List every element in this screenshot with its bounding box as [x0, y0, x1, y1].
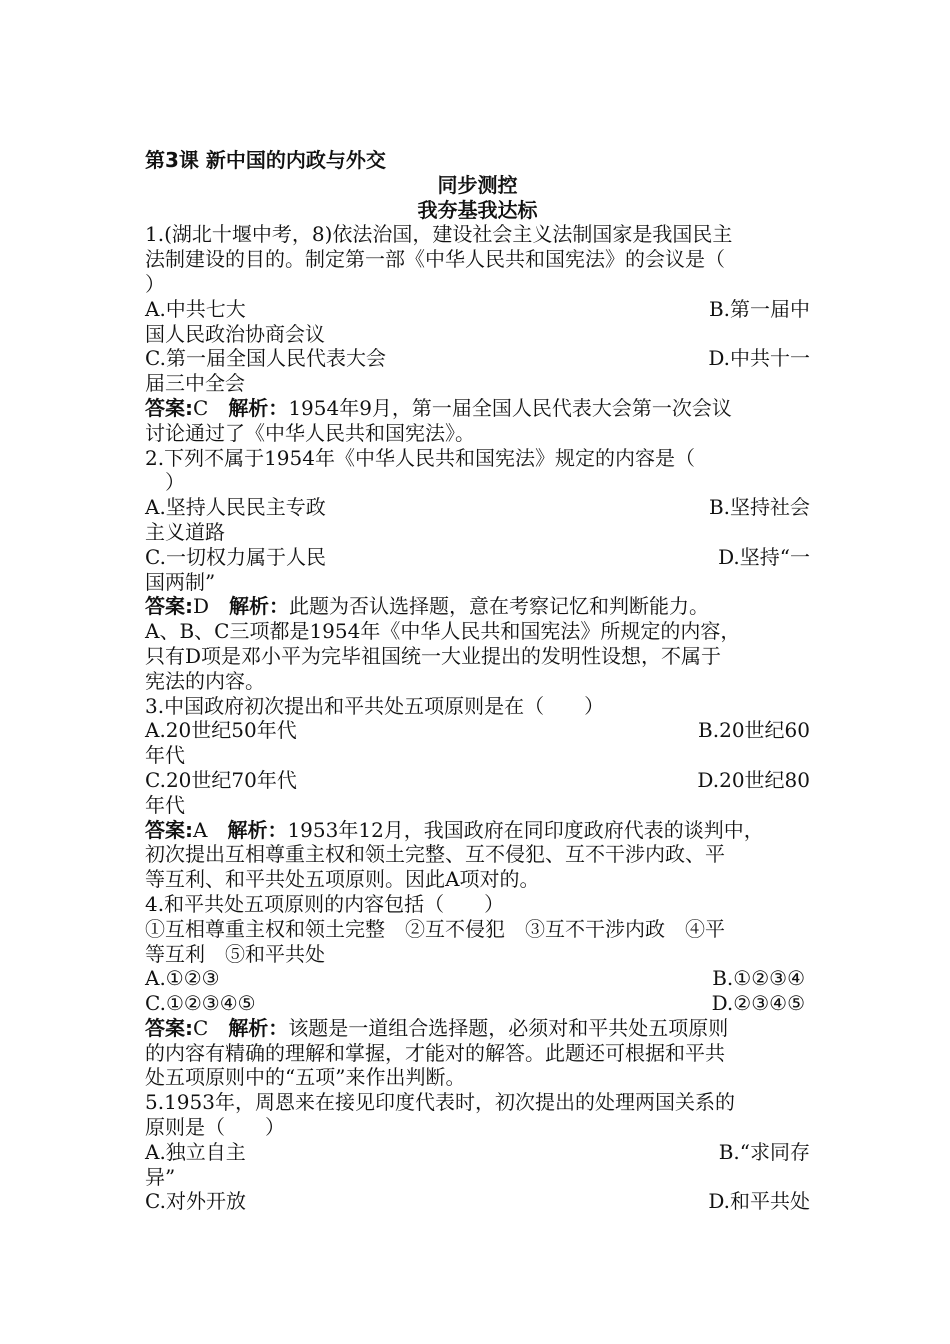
option-a: A.20世纪50年代	[145, 718, 297, 743]
option-d: D.20世纪80	[697, 767, 810, 792]
analysis-text: 初次提出互相尊重主权和领土完整、互不侵犯、互不干涉内政、平	[145, 842, 725, 867]
question-text: 2.下列不属于1954年《中华人民共和国宪法》规定的内容是（	[145, 445, 695, 470]
analysis-label: 解析：	[227, 817, 288, 842]
option-row	[145, 966, 810, 991]
option-a: A.坚持人民民主专政	[145, 495, 326, 520]
option-row	[145, 495, 810, 520]
answer-label: 答案:	[145, 395, 193, 420]
analysis-text: 的内容有精确的理解和掌握，才能对的解答。此题还可根据和平共	[145, 1040, 725, 1065]
answer-line	[145, 818, 810, 843]
answer-value: A	[193, 817, 228, 842]
option-row	[145, 1140, 810, 1165]
question-text: 4.和平共处五项原则的内容包括（ ）	[145, 891, 505, 916]
option-text: 年代	[145, 743, 185, 768]
option-c: C.对外开放	[145, 1189, 246, 1214]
option-row	[145, 718, 810, 743]
option-c: C.①②③④⑤	[145, 991, 256, 1016]
answer-value: C	[193, 395, 229, 420]
analysis-text: A、B、C三项都是1954年《中华人民共和国宪法》所规定的内容，	[145, 619, 741, 644]
option-a: A.独立自主	[145, 1139, 246, 1164]
option-text: 主义道路	[145, 519, 225, 544]
answer-label: 答案:	[145, 817, 193, 842]
option-row	[145, 768, 810, 793]
analysis-text: 该题是一道组合选择题，必须对和平共处五项原则	[288, 1015, 729, 1040]
option-c: C.20世纪70年代	[145, 767, 297, 792]
answer-line	[145, 1016, 810, 1041]
option-d: D.②③④⑤	[711, 991, 805, 1016]
question-text: ①互相尊重主权和领土完整 ②互不侵犯 ③互不干涉内政 ④平	[145, 916, 725, 941]
option-row	[145, 297, 810, 322]
option-b: B.20世纪60	[698, 718, 810, 743]
option-d: D.和平共处	[708, 1189, 810, 1214]
question-text: 3.中国政府初次提出和平共处五项原则是在（ ）	[145, 693, 605, 718]
question-text: ）	[145, 470, 185, 495]
option-c: C.第一届全国人民代表大会	[145, 346, 386, 371]
analysis-label: 解析：	[229, 594, 290, 619]
option-text: 异”	[145, 1164, 176, 1189]
option-d: D.坚持“一	[718, 544, 810, 569]
option-text: 国两制”	[145, 569, 216, 594]
section-heading: 同步测控	[437, 172, 518, 197]
analysis-label: 解析：	[228, 1015, 289, 1040]
option-d: D.中共十一	[708, 346, 810, 371]
analysis-text: 宪法的内容。	[145, 668, 265, 693]
question-text: 等互利 ⑤和平共处	[145, 941, 325, 966]
answer-label: 答案:	[145, 1015, 193, 1040]
answer-value: C	[193, 1015, 229, 1040]
analysis-text: 此题为否认选择题，意在考察记忆和判断能力。	[289, 594, 710, 619]
answer-line	[145, 396, 810, 421]
analysis-text: 处五项原则中的“五项”来作出判断。	[145, 1065, 466, 1090]
option-b: B.“求同存	[718, 1139, 810, 1164]
option-text: 届三中全会	[145, 371, 245, 396]
analysis-text: 只有D项是邓小平为完毕祖国统一大业提出的发明性设想，不属于	[145, 643, 722, 668]
answer-line	[145, 594, 810, 619]
analysis-label: 解析：	[228, 395, 289, 420]
analysis-text: 1954年9月，第一届全国人民代表大会第一次会议	[288, 395, 732, 420]
option-row	[145, 346, 810, 371]
question-text: 法制建设的目的。制定第一部《中华人民共和国宪法》的会议是（	[145, 247, 725, 272]
option-a: A.中共七大	[145, 296, 246, 321]
answer-label: 答案:	[145, 594, 193, 619]
option-a: A.①②③	[145, 966, 220, 991]
answer-value: D	[193, 594, 230, 619]
option-row	[145, 545, 810, 570]
analysis-text: 讨论通过了《中华人民共和国宪法》。	[145, 420, 475, 445]
option-b: B.坚持社会	[708, 495, 810, 520]
option-row	[145, 1189, 810, 1214]
option-text: 国人民政治协商会议	[145, 321, 325, 346]
lesson-title: 第3课 新中国的内政与外交	[145, 148, 386, 172]
option-row	[145, 991, 810, 1016]
analysis-text: 等互利、和平共处五项原则。因此A项对的。	[145, 867, 540, 892]
option-text: 年代	[145, 792, 185, 817]
document-page	[145, 148, 810, 1214]
option-b: B.第一届中	[708, 296, 810, 321]
option-c: C.一切权力属于人民	[145, 544, 326, 569]
question-text: ）	[145, 271, 165, 296]
question-text: 1.(湖北十堰中考，8)依法治国，建设社会主义法制国家是我国民主	[145, 222, 733, 247]
subsection-heading: 我夯基我达标	[417, 197, 538, 222]
question-text: 原则是（ ）	[145, 1115, 285, 1140]
analysis-text: 1953年12月，我国政府在同印度政府代表的谈判中，	[287, 817, 764, 842]
option-b: B.①②③④	[712, 966, 805, 991]
question-text: 5.1953年，周恩来在接见印度代表时，初次提出的处理两国关系的	[145, 1090, 735, 1115]
